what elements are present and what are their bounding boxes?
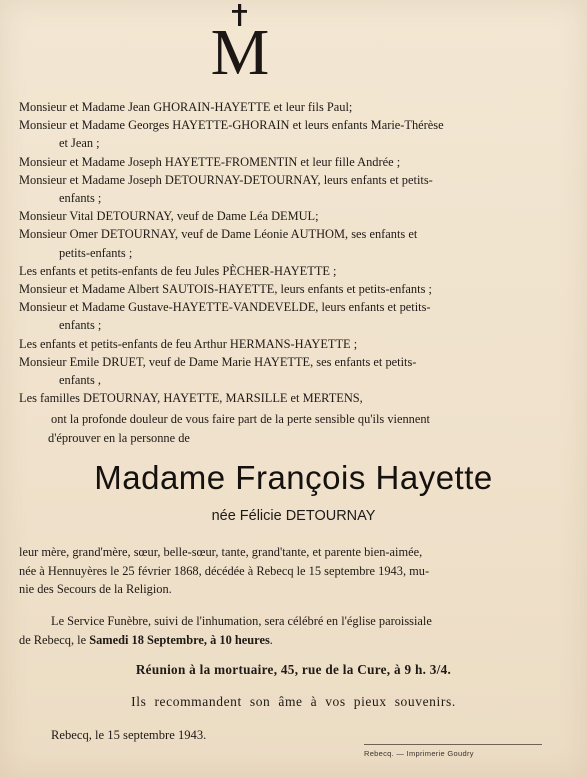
family-line: Monsieur et Madame Jean GHORAIN-HAYETTE et leur fils Paul; xyxy=(19,100,353,114)
family-line: enfants , xyxy=(59,373,101,388)
recommendation-text: Ils recommandent son âme à vos pieux souvenirs. xyxy=(131,694,456,709)
date-line: Rebecq, le 15 septembre 1943. xyxy=(51,728,207,742)
family-line: Monsieur et Madame Joseph DETOURNAY-DETOURNAY, leurs enfants et petits- xyxy=(19,172,433,187)
maiden-name: née Félicie DETOURNAY xyxy=(211,508,376,524)
relation-text xyxy=(19,543,564,599)
announcement-text xyxy=(48,410,561,447)
announcement-line: ont la profonde douleur de vous faire part de la perte sensible qu'ils viennent xyxy=(51,412,430,426)
service-location: de Rebecq, le xyxy=(19,632,90,647)
announcement-line: d'éprouver en la personne de xyxy=(48,430,190,445)
family-line: Monsieur Emile DRUET, veuf de Dame Marie HAYETTE, ses enfants et petits- xyxy=(19,354,417,369)
family-line: enfants ; xyxy=(59,318,102,333)
monogram-letter: M xyxy=(210,16,270,78)
relation-line: leur mère, grand'mère, sœur, belle-sœur, tante, grand'tante, et parente bien-aimée, xyxy=(19,545,423,559)
family-line: petits-enfants ; xyxy=(59,245,133,260)
family-line: et Jean ; xyxy=(59,136,100,151)
family-line: Monsieur et Madame Albert SAUTOIS-HAYETTE, leurs enfants et petits-enfants ; xyxy=(19,282,432,297)
printer-rule xyxy=(364,744,542,745)
relation-line: nie des Secours de la Religion. xyxy=(19,582,172,596)
printer-credit: Rebecq. — Imprimerie Goudry xyxy=(364,749,474,758)
service-datetime: Samedi 18 Septembre, à 10 heures xyxy=(89,632,270,647)
service-line xyxy=(19,631,564,650)
family-list xyxy=(19,98,564,407)
relation-line: née à Hennuyères le 25 février 1868, décédée à Rebecq le 15 septembre 1943, mu- xyxy=(19,563,430,578)
cross-monogram-icon xyxy=(195,4,285,78)
deceased-name: Madame François Hayette xyxy=(94,459,493,496)
service-period: . xyxy=(269,632,273,647)
service-text xyxy=(19,612,564,649)
family-line: Monsieur et Madame Gustave-HAYETTE-VANDEVELDE, leurs enfants et petits- xyxy=(19,300,431,315)
family-line: Monsieur Vital DETOURNAY, veuf de Dame Léa DEMUL; xyxy=(19,209,319,224)
service-line: Le Service Funèbre, suivi de l'inhumation, sera célébré en l'église paroissiale xyxy=(51,614,432,628)
family-line: Monsieur et Madame Georges HAYETTE-GHORAIN et leurs enfants Marie-Thérèse xyxy=(19,118,444,133)
family-line: Monsieur et Madame Joseph HAYETTE-FROMENTIN et leur fille Andrée ; xyxy=(19,154,401,169)
family-line: Monsieur Omer DETOURNAY, veuf de Dame Léonie AUTHOM, ses enfants et xyxy=(19,227,418,242)
family-line: enfants ; xyxy=(59,191,102,206)
family-line: Les enfants et petits-enfants de feu Jules PÈCHER-HAYETTE ; xyxy=(19,263,337,278)
family-line: Les familles DETOURNAY, HAYETTE, MARSILLE et MERTENS, xyxy=(19,391,363,406)
family-line: Les enfants et petits-enfants de feu Arthur HERMANS-HAYETTE ; xyxy=(19,336,358,351)
reunion-text: Réunion à la mortuaire, 45, rue de la Cure, à 9 h. 3/4. xyxy=(135,662,452,677)
